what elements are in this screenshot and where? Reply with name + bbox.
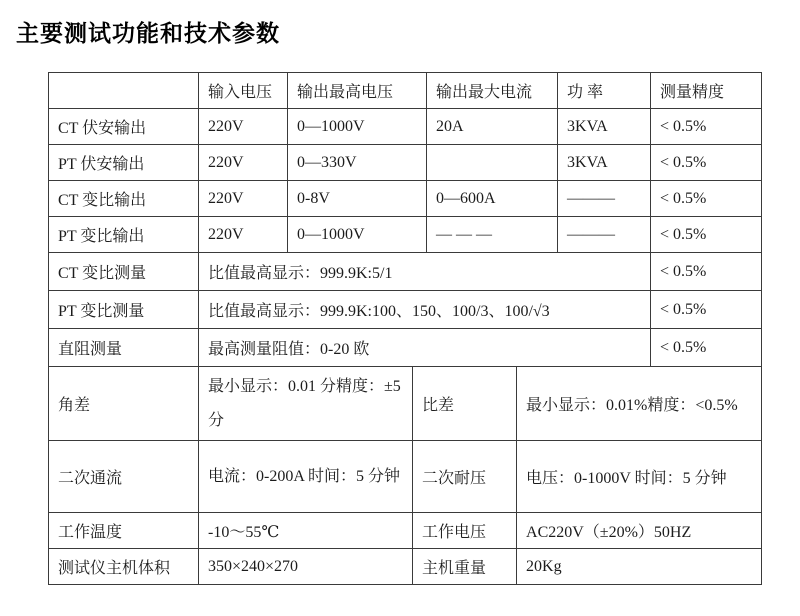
- table-row-resistance-measure: [49, 329, 762, 367]
- cell-pair-value1: 350×240×270: [199, 549, 413, 585]
- cell-accuracy: < 0.5%: [651, 329, 762, 367]
- cell-max-output-voltage: 0—1000V: [288, 109, 427, 145]
- cell-input-voltage: 220V: [199, 145, 288, 181]
- table-row-ct-va-output: [49, 109, 762, 145]
- row-label: PT 变比测量: [49, 291, 199, 329]
- cell-accuracy: < 0.5%: [651, 109, 762, 145]
- cell-pair-value2: 20Kg: [517, 549, 762, 585]
- cell-pair-value1: -10～55℃: [199, 513, 413, 549]
- table-row-working-temperature: [49, 513, 762, 549]
- cell-pair-value2: 电压：0-1000V 时间：5 分钟: [517, 441, 762, 513]
- cell-measure-value: 比值最高显示：999.9K:5/1: [199, 253, 651, 291]
- cell-max-output-current: — — —: [427, 217, 558, 253]
- row-label: PT 变比输出: [49, 217, 199, 253]
- row-label: CT 伏安输出: [49, 109, 199, 145]
- table-row-pt-ratio-output: [49, 217, 762, 253]
- col-header-accuracy: 测量精度: [651, 73, 762, 109]
- cell-accuracy: < 0.5%: [651, 253, 762, 291]
- cell-max-output-current: 20A: [427, 109, 558, 145]
- cell-power: ———: [558, 181, 651, 217]
- cell-max-output-current: [427, 145, 558, 181]
- table-row-ct-ratio-output: [49, 181, 762, 217]
- row-label: 工作温度: [49, 513, 199, 549]
- spec-table: [48, 72, 762, 585]
- cell-max-output-voltage: 0—1000V: [288, 217, 427, 253]
- cell-pair-label2: 工作电压: [413, 513, 517, 549]
- cell-pair-value1: 电流：0-200A 时间：5 分钟: [199, 441, 413, 513]
- table-row-angle-error: [49, 367, 762, 441]
- cell-power: 3KVA: [558, 109, 651, 145]
- cell-input-voltage: 220V: [199, 109, 288, 145]
- cell-pair-label2: 比差: [413, 367, 517, 441]
- row-label: 直阻测量: [49, 329, 199, 367]
- cell-max-output-voltage: 0-8V: [288, 181, 427, 217]
- table-row-pt-ratio-measure: [49, 291, 762, 329]
- cell-pair-label2: 二次耐压: [413, 441, 517, 513]
- cell-input-voltage: 220V: [199, 181, 288, 217]
- row-label: CT 变比测量: [49, 253, 199, 291]
- cell-pair-label2: 主机重量: [413, 549, 517, 585]
- cell-pair-value2: 最小显示：0.01%精度：<0.5%: [517, 367, 762, 441]
- cell-measure-value: 最高测量阻值：0-20 欧: [199, 329, 651, 367]
- row-label: PT 伏安输出: [49, 145, 199, 181]
- col-header-input-voltage: 输入电压: [199, 73, 288, 109]
- cell-accuracy: < 0.5%: [651, 181, 762, 217]
- table-row-secondary-current: [49, 441, 762, 513]
- table-row-host-size: [49, 549, 762, 585]
- cell-input-voltage: 220V: [199, 217, 288, 253]
- cell-pair-value1: 最小显示：0.01 分精度：±5 分: [199, 367, 413, 441]
- col-header-max-output-current: 输出最大电流: [427, 73, 558, 109]
- cell-measure-value: 比值最高显示：999.9K:100、150、100/3、100/√3: [199, 291, 651, 329]
- cell-accuracy: < 0.5%: [651, 291, 762, 329]
- table-row-pt-va-output: [49, 145, 762, 181]
- cell-max-output-current: 0—600A: [427, 181, 558, 217]
- col-header-blank: [49, 73, 199, 109]
- cell-accuracy: < 0.5%: [651, 145, 762, 181]
- cell-max-output-voltage: 0—330V: [288, 145, 427, 181]
- col-header-power: 功 率: [558, 73, 651, 109]
- page-title: 主要测试功能和技术参数: [16, 21, 280, 46]
- row-label: CT 变比输出: [49, 181, 199, 217]
- col-header-max-output-voltage: 输出最高电压: [288, 73, 427, 109]
- cell-accuracy: < 0.5%: [651, 217, 762, 253]
- row-label: 二次通流: [49, 441, 199, 513]
- row-label: 角差: [49, 367, 199, 441]
- cell-power: ———: [558, 217, 651, 253]
- table-row-ct-ratio-measure: [49, 253, 762, 291]
- cell-power: 3KVA: [558, 145, 651, 181]
- row-label: 测试仪主机体积: [49, 549, 199, 585]
- header-row: [49, 73, 762, 109]
- cell-pair-value2: AC220V（±20%）50HZ: [517, 513, 762, 549]
